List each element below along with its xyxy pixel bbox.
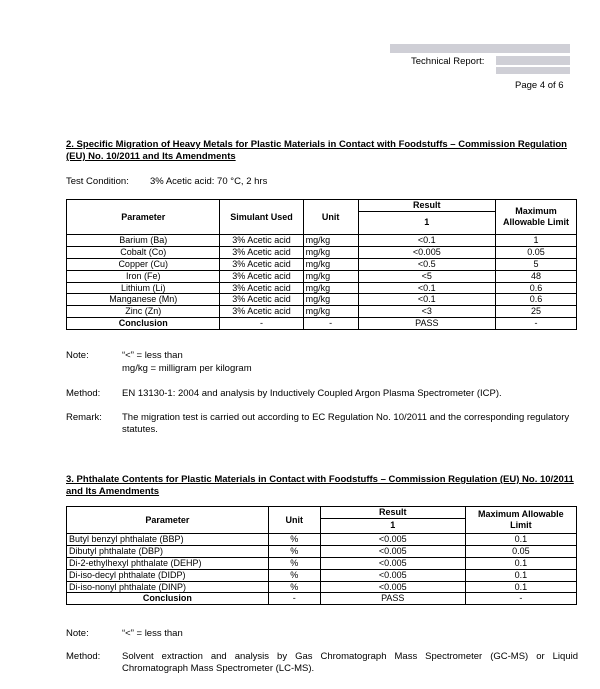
cell-max: 0.6 bbox=[495, 294, 576, 306]
cell-result: <3 bbox=[358, 306, 495, 318]
cell-max: 0.05 bbox=[465, 545, 576, 557]
cell-result: <0.005 bbox=[320, 533, 465, 545]
cell-simulant: 3% Acetic acid bbox=[220, 294, 303, 306]
note-line-2: mg/kg = milligram per kilogram bbox=[122, 363, 252, 374]
conclusion-max: - bbox=[495, 318, 576, 330]
table-row bbox=[67, 545, 577, 557]
note-line-1: “<” = less than bbox=[122, 628, 183, 639]
table-header-row bbox=[67, 200, 577, 212]
cell-parameter: Di-iso-decyl phthalate (DIDP) bbox=[67, 569, 269, 581]
cell-unit: % bbox=[268, 545, 320, 557]
cell-max: 5 bbox=[495, 258, 576, 270]
table-row bbox=[67, 282, 577, 294]
cell-unit: mg/kg bbox=[303, 282, 358, 294]
cell-unit: % bbox=[268, 557, 320, 569]
method-label: Method: bbox=[66, 651, 101, 662]
cell-unit: % bbox=[268, 533, 320, 545]
cell-result: <0.1 bbox=[358, 294, 495, 306]
cell-simulant: 3% Acetic acid bbox=[220, 234, 303, 246]
table-header-row bbox=[67, 507, 577, 519]
table-row bbox=[67, 270, 577, 282]
table-row bbox=[67, 569, 577, 581]
cell-max: 1 bbox=[495, 234, 576, 246]
table-row bbox=[67, 306, 577, 318]
test-condition-value: 3% Acetic acid: 70 °C, 2 hrs bbox=[150, 176, 268, 187]
cell-simulant: 3% Acetic acid bbox=[220, 246, 303, 258]
table-row bbox=[67, 246, 577, 258]
cell-max: 0.1 bbox=[465, 557, 576, 569]
header-result: Result bbox=[320, 507, 465, 519]
cell-parameter: Di-2-ethylhexyl phthalate (DEHP) bbox=[67, 557, 269, 569]
test-condition-label: Test Condition: bbox=[66, 176, 129, 187]
cell-unit: mg/kg bbox=[303, 246, 358, 258]
cell-parameter: Dibutyl phthalate (DBP) bbox=[67, 545, 269, 557]
conclusion-result: PASS bbox=[358, 318, 495, 330]
header-result: Result bbox=[358, 200, 495, 212]
conclusion-simulant: - bbox=[220, 318, 303, 330]
method-text: EN 13130-1: 2004 and analysis by Inductively Coupled Argon Plasma Spectrometer (ICP). bbox=[122, 388, 502, 399]
cell-simulant: 3% Acetic acid bbox=[220, 270, 303, 282]
cell-parameter: Zinc (Zn) bbox=[67, 306, 220, 318]
method-text: Solvent extraction and analysis by Gas Chromatograph Mass Spectrometer (GC-MS) or Liquid Chromatograph Mass Spectrometer (LC-MS). bbox=[122, 651, 578, 674]
header-max-limit: Maximum Allowable Limit bbox=[495, 200, 576, 235]
heavy-metals-table bbox=[66, 199, 577, 330]
redacted-report-number bbox=[496, 56, 570, 65]
header-result-sub: 1 bbox=[320, 518, 465, 533]
header-unit: Unit bbox=[268, 507, 320, 534]
cell-parameter: Iron (Fe) bbox=[67, 270, 220, 282]
table-row bbox=[67, 294, 577, 306]
conclusion-row bbox=[67, 593, 577, 605]
redacted-report-number-2 bbox=[496, 67, 570, 74]
cell-result: <0.1 bbox=[358, 282, 495, 294]
note-label: Note: bbox=[66, 628, 89, 639]
cell-unit: % bbox=[268, 581, 320, 593]
cell-result: <0.005 bbox=[320, 569, 465, 581]
conclusion-row bbox=[67, 318, 577, 330]
section2-title: 2. Specific Migration of Heavy Metals for Plastic Materials in Contact with Foodstuffs – Commission Regulation (EU) No. 10/2011 and Its Amendments bbox=[66, 139, 567, 162]
header-max-limit: Maximum Allowable Limit bbox=[465, 507, 576, 534]
cell-result: <0.5 bbox=[358, 258, 495, 270]
cell-max: 0.05 bbox=[495, 246, 576, 258]
redacted-header-bar bbox=[390, 44, 570, 53]
cell-result: <5 bbox=[358, 270, 495, 282]
cell-parameter: Di-iso-nonyl phthalate (DINP) bbox=[67, 581, 269, 593]
cell-max: 0.1 bbox=[465, 533, 576, 545]
cell-parameter: Lithium (Li) bbox=[67, 282, 220, 294]
cell-result: <0.005 bbox=[320, 545, 465, 557]
cell-max: 25 bbox=[495, 306, 576, 318]
cell-unit: % bbox=[268, 569, 320, 581]
conclusion-unit: - bbox=[268, 593, 320, 605]
table-row bbox=[67, 258, 577, 270]
method-label: Method: bbox=[66, 388, 101, 399]
header-simulant: Simulant Used bbox=[220, 200, 303, 235]
remark-text: The migration test is carried out according to EC Regulation No. 10/2011 and the corresponding regulatory statutes. bbox=[122, 412, 570, 435]
table-row bbox=[67, 581, 577, 593]
cell-parameter: Manganese (Mn) bbox=[67, 294, 220, 306]
page-number: Page 4 of 6 bbox=[515, 80, 564, 91]
cell-result: <0.005 bbox=[320, 581, 465, 593]
cell-parameter: Copper (Cu) bbox=[67, 258, 220, 270]
cell-result: <0.005 bbox=[320, 557, 465, 569]
cell-parameter: Butyl benzyl phthalate (BBP) bbox=[67, 533, 269, 545]
section3-title: 3. Phthalate Contents for Plastic Materials in Contact with Foodstuffs – Commission Regulation (EU) No. 10/2011 and Its Amendments bbox=[66, 474, 574, 497]
conclusion-unit: - bbox=[303, 318, 358, 330]
cell-simulant: 3% Acetic acid bbox=[220, 258, 303, 270]
remark-label: Remark: bbox=[66, 412, 102, 423]
conclusion-max: - bbox=[465, 593, 576, 605]
header-result-sub: 1 bbox=[358, 211, 495, 234]
cell-result: <0.005 bbox=[358, 246, 495, 258]
note-line-1: “<” = less than bbox=[122, 350, 183, 361]
cell-result: <0.1 bbox=[358, 234, 495, 246]
cell-unit: mg/kg bbox=[303, 258, 358, 270]
phthalate-table bbox=[66, 506, 577, 605]
report-label: Technical Report: bbox=[411, 56, 485, 67]
note-label: Note: bbox=[66, 350, 89, 361]
cell-unit: mg/kg bbox=[303, 234, 358, 246]
header-unit: Unit bbox=[303, 200, 358, 235]
cell-max: 48 bbox=[495, 270, 576, 282]
cell-parameter: Barium (Ba) bbox=[67, 234, 220, 246]
cell-max: 0.1 bbox=[465, 569, 576, 581]
conclusion-label: Conclusion bbox=[67, 318, 220, 330]
cell-simulant: 3% Acetic acid bbox=[220, 306, 303, 318]
cell-unit: mg/kg bbox=[303, 270, 358, 282]
cell-max: 0.6 bbox=[495, 282, 576, 294]
cell-unit: mg/kg bbox=[303, 294, 358, 306]
conclusion-result: PASS bbox=[320, 593, 465, 605]
cell-parameter: Cobalt (Co) bbox=[67, 246, 220, 258]
conclusion-label: Conclusion bbox=[67, 593, 269, 605]
table-row bbox=[67, 557, 577, 569]
header-parameter: Parameter bbox=[67, 507, 269, 534]
cell-max: 0.1 bbox=[465, 581, 576, 593]
cell-unit: mg/kg bbox=[303, 306, 358, 318]
header-parameter: Parameter bbox=[67, 200, 220, 235]
table-row bbox=[67, 533, 577, 545]
cell-simulant: 3% Acetic acid bbox=[220, 282, 303, 294]
table-row bbox=[67, 234, 577, 246]
